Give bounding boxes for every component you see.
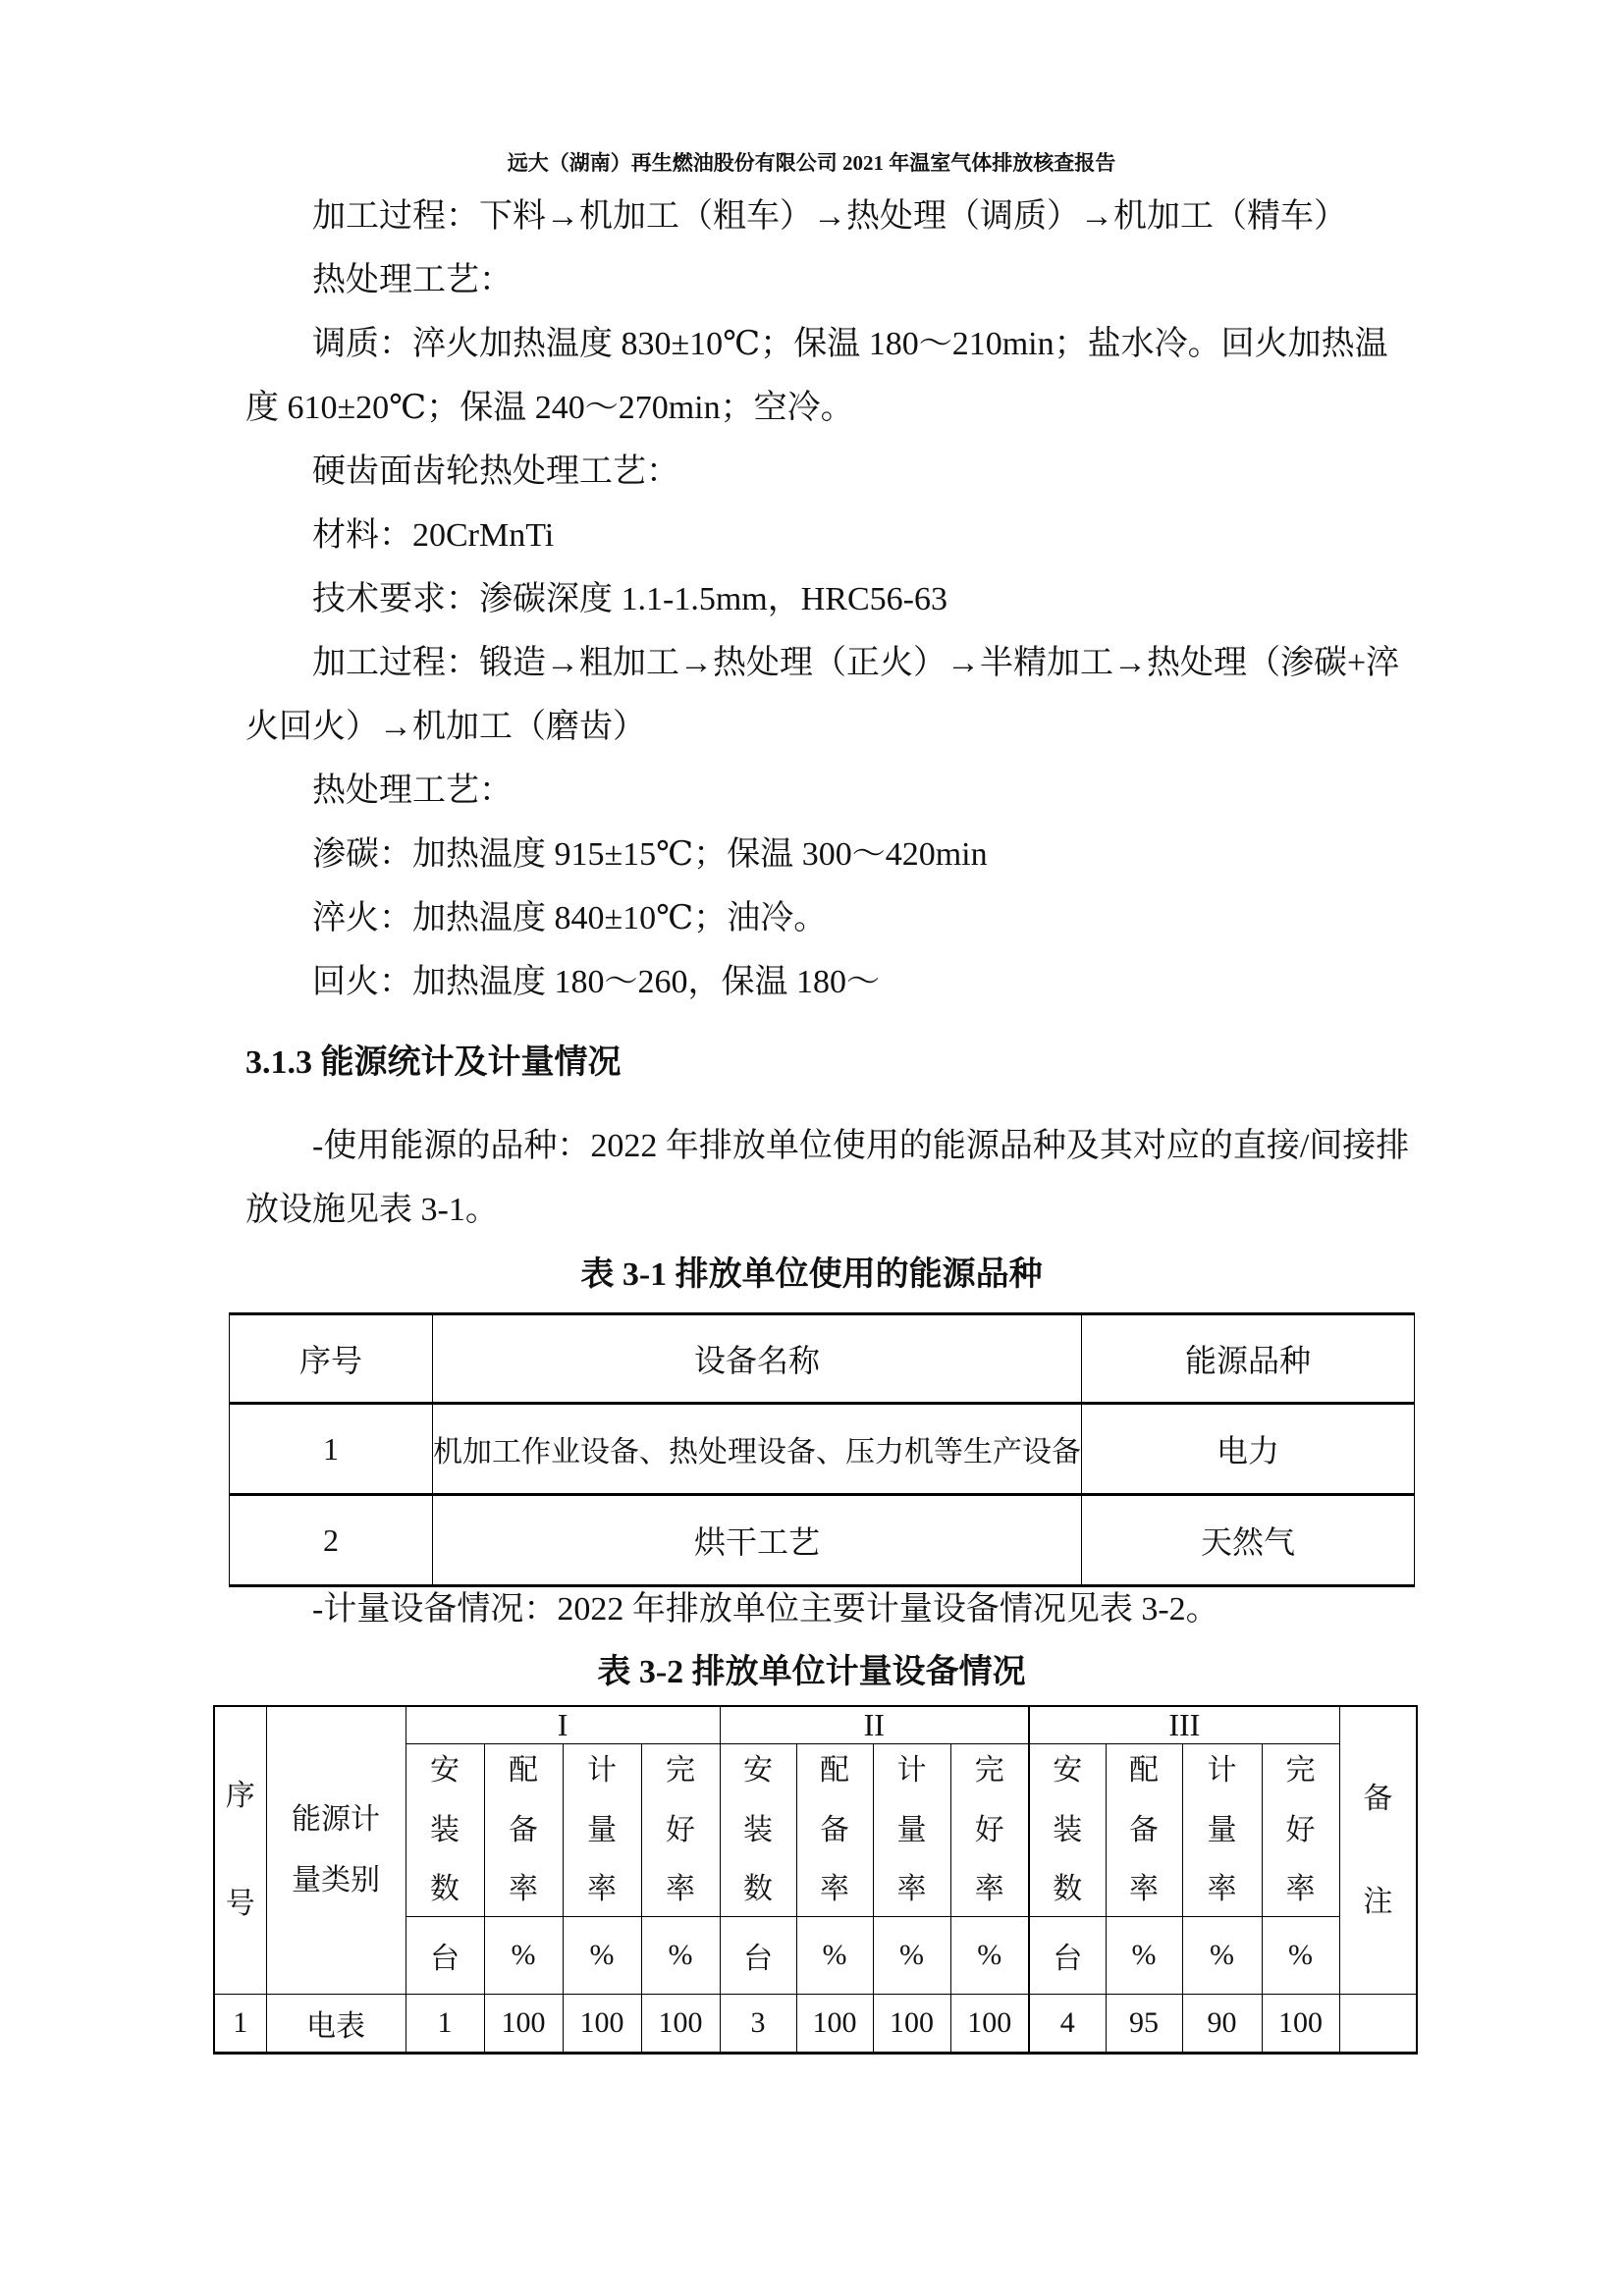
measurement-devices-table <box>213 1705 1418 2055</box>
sub-header-metered: 计 量 率 <box>1182 1744 1262 1917</box>
body-line: 渗碳：加热温度 915±15℃；保温 300～420min <box>312 836 988 873</box>
cell-index: 2 <box>230 1495 433 1586</box>
data-cell-index: 1 <box>214 1995 266 2054</box>
data-cell: 90 <box>1182 1995 1262 2054</box>
sub-header-installed: 安 装 数 <box>720 1744 796 1917</box>
energy-kind-paragraph <box>245 1114 1410 1242</box>
sub-header-intact: 完 好 率 <box>641 1744 720 1917</box>
table2-title: 表 3-2 排放单位计量设备情况 <box>597 1654 1026 1690</box>
body-line: 放设施见表 3-1。 <box>245 1192 499 1228</box>
sub-header-metered: 计 量 率 <box>563 1744 641 1917</box>
data-cell: 100 <box>563 1995 641 2054</box>
unit-cell: % <box>641 1917 720 1995</box>
cell-index: 1 <box>230 1404 433 1495</box>
cell-device: 烘干工艺 <box>433 1495 1082 1586</box>
unit-cell: % <box>1262 1917 1339 1995</box>
body-line: 硬齿面齿轮热处理工艺： <box>312 454 679 490</box>
group-header-III: III <box>1029 1706 1339 1744</box>
unit-cell: % <box>873 1917 950 1995</box>
sub-header-installed: 安 装 数 <box>1029 1744 1106 1917</box>
data-cell: 100 <box>641 1995 720 2054</box>
data-cell-remark <box>1339 1995 1417 2054</box>
section-heading: 3.1.3 能源统计及计量情况 <box>245 1044 622 1081</box>
energy-kinds-table <box>229 1312 1415 1587</box>
body-line: 材料：20CrMnTi <box>312 517 555 554</box>
data-cell: 100 <box>1262 1995 1339 2054</box>
unit-cell: 台 <box>720 1917 796 1995</box>
unit-cell: % <box>1182 1917 1262 1995</box>
cell-device: 机加工作业设备、热处理设备、压力机等生产设备 <box>433 1404 1082 1495</box>
body-line: 回火：加热温度 180～260，保温 180～ <box>312 964 880 1000</box>
body-line: 淬火：加热温度 840±10℃；油冷。 <box>312 900 828 936</box>
sub-header-equipped: 配 备 率 <box>796 1744 873 1917</box>
unit-cell: % <box>950 1917 1029 1995</box>
document-header: 远大（湖南）再生燃油股份有限公司 2021 年温室气体排放核查报告 <box>507 151 1116 175</box>
header-cell-index: 序号 <box>230 1314 433 1404</box>
data-cell: 95 <box>1106 1995 1182 2054</box>
index-label: 序 号 <box>225 1780 255 1920</box>
unit-cell: 台 <box>406 1917 484 1995</box>
metering-paragraph <box>245 1577 1397 1641</box>
header-cell-energy: 能源品种 <box>1082 1314 1415 1404</box>
header-cell-device: 设备名称 <box>433 1314 1082 1404</box>
data-cell: 100 <box>873 1995 950 2054</box>
body-line: 加工过程：锻造→粗加工→热处理（正火）→半精加工→热处理（渗碳+淬 <box>312 645 1400 681</box>
body-line: 调质：淬火加热温度 830±10℃；保温 180～210min；盐水冷。回火加热温 <box>312 326 1388 362</box>
unit-cell: % <box>1106 1917 1182 1995</box>
data-cell: 100 <box>796 1995 873 2054</box>
data-cell: 100 <box>950 1995 1029 2054</box>
data-cell: 100 <box>484 1995 563 2054</box>
table1-title: 表 3-1 排放单位使用的能源品种 <box>580 1256 1043 1293</box>
cell-energy: 天然气 <box>1082 1495 1415 1586</box>
body-line: 加工过程：下料→机加工（粗车）→热处理（调质）→机加工（精车） <box>312 198 1347 235</box>
sub-header-metered: 计 量 率 <box>873 1744 950 1917</box>
group-header-II: II <box>720 1706 1029 1744</box>
remark-header-cell <box>1339 1706 1417 1995</box>
data-cell: 1 <box>406 1995 484 2054</box>
sub-header-equipped: 配 备 率 <box>484 1744 563 1917</box>
body-line: 技术要求：渗碳深度 1.1-1.5mm，HRC56-63 <box>312 581 947 617</box>
sub-header-installed: 安 装 数 <box>406 1744 484 1917</box>
corner-index-cell <box>214 1706 266 1995</box>
body-line: -使用能源的品种：2022 年排放单位使用的能源品种及其对应的直接/间接排 <box>312 1128 1410 1164</box>
body-paragraphs <box>245 185 1400 1014</box>
body-line: 热处理工艺： <box>312 773 513 809</box>
sub-header-intact: 完 好 率 <box>950 1744 1029 1917</box>
data-cell: 4 <box>1029 1995 1106 2054</box>
unit-cell: % <box>484 1917 563 1995</box>
data-cell: 3 <box>720 1995 796 2054</box>
sub-header-intact: 完 好 率 <box>1262 1744 1339 1917</box>
table-row <box>230 1495 1415 1586</box>
cell-energy: 电力 <box>1082 1404 1415 1495</box>
remark-label: 备 注 <box>1363 1782 1393 1918</box>
table-header-row <box>230 1314 1415 1404</box>
body-line: 度 610±20℃；保温 240～270min；空冷。 <box>245 390 854 426</box>
body-line: 火回火）→机加工（磨齿） <box>245 709 646 745</box>
unit-cell: % <box>796 1917 873 1995</box>
group-header-row <box>214 1706 1417 1744</box>
body-line: 热处理工艺： <box>312 262 513 298</box>
group-header-I: I <box>406 1706 720 1744</box>
body-line: -计量设备情况：2022 年排放单位主要计量设备情况见表 3-2。 <box>312 1591 1219 1628</box>
data-cell-category: 电表 <box>266 1995 406 2054</box>
unit-cell: % <box>563 1917 641 1995</box>
sub-header-equipped: 配 备 率 <box>1106 1744 1182 1917</box>
corner-category-cell: 能源计 量类别 <box>266 1706 406 1995</box>
unit-cell: 台 <box>1029 1917 1106 1995</box>
data-row <box>214 1995 1417 2054</box>
table-row <box>230 1404 1415 1495</box>
